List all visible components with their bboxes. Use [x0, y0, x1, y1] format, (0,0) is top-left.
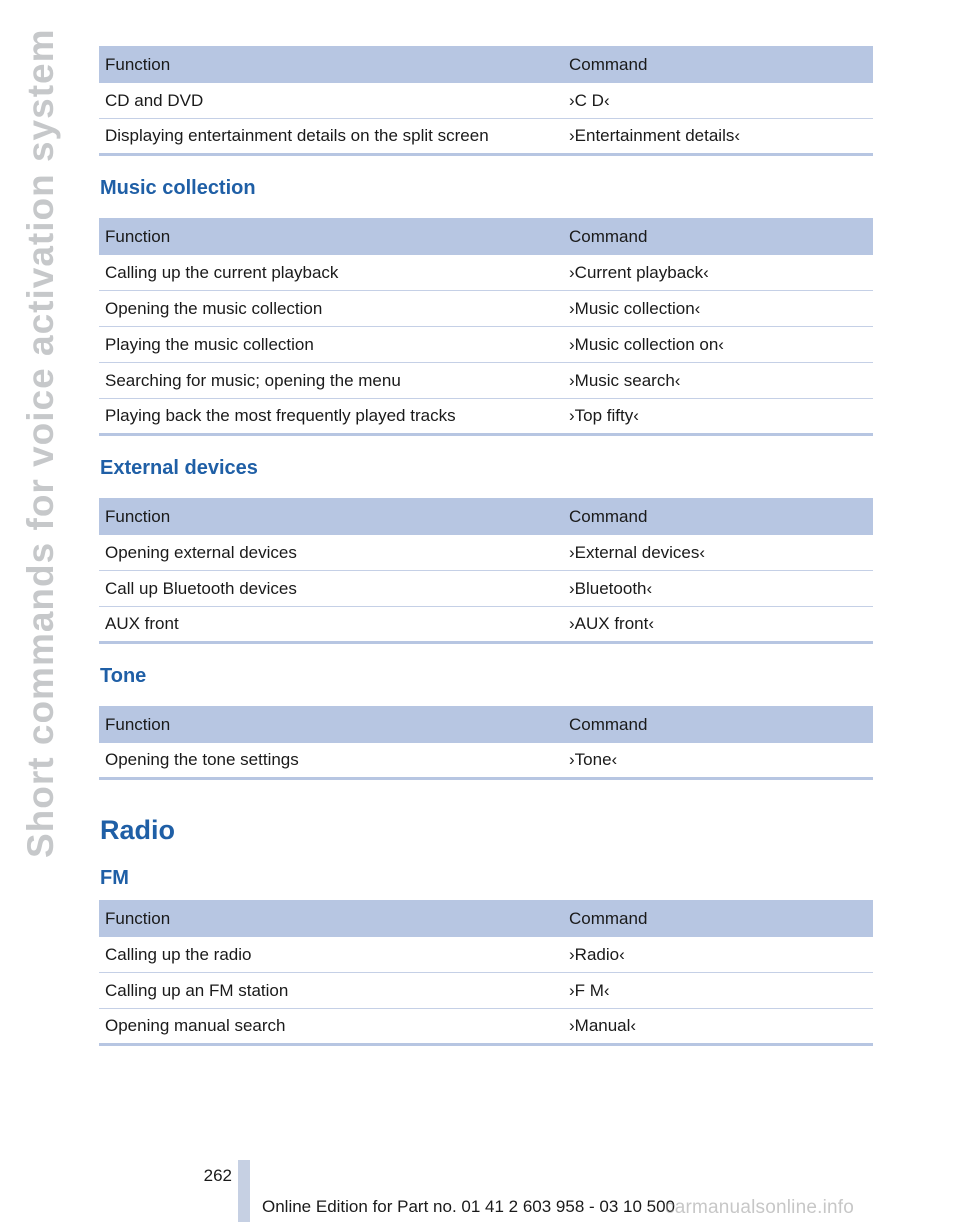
table-row	[99, 119, 873, 156]
table-row	[99, 255, 873, 291]
table-row	[99, 83, 873, 119]
table-external-devices	[99, 498, 873, 644]
table-row	[99, 327, 873, 363]
table-row	[99, 1009, 873, 1046]
command-cell: ›Music search‹	[569, 370, 681, 390]
function-cell: Playing back the most frequently played tracks	[105, 406, 456, 425]
header-function: Function	[105, 714, 171, 734]
command-cell: ›Manual‹	[569, 1016, 637, 1035]
side-section-title: Short commands for voice activation system	[20, 28, 61, 858]
command-cell: ›Tone‹	[569, 750, 618, 769]
table-cd-dvd	[99, 46, 873, 156]
header-function: Function	[105, 908, 171, 928]
header-command: Command	[569, 506, 648, 526]
section-heading-fm: FM	[100, 867, 129, 889]
function-cell: Playing the music collection	[105, 334, 314, 354]
table-row	[99, 743, 873, 780]
section-heading-radio: Radio	[100, 815, 176, 845]
table-header	[99, 218, 873, 255]
header-command: Command	[569, 714, 648, 734]
function-cell: Opening manual search	[105, 1016, 286, 1035]
function-cell: CD and DVD	[105, 90, 204, 110]
table-header	[99, 498, 873, 535]
header-function: Function	[105, 54, 171, 74]
table-row	[99, 363, 873, 399]
function-cell: AUX front	[105, 614, 179, 633]
table-row	[99, 607, 873, 644]
section-heading-tone: Tone	[100, 665, 147, 687]
command-cell: ›External devices‹	[569, 542, 706, 562]
table-header	[99, 706, 873, 743]
footer-divider-bar	[238, 1160, 250, 1222]
header-command: Command	[569, 54, 648, 74]
table-header	[99, 46, 873, 83]
table-row	[99, 973, 873, 1009]
function-cell: Calling up the radio	[105, 944, 252, 964]
table-row	[99, 399, 873, 436]
page-content	[99, 46, 873, 1046]
command-cell: ›F M‹	[569, 980, 610, 1000]
function-cell: Calling up an FM station	[105, 980, 289, 1000]
command-cell: ›Radio‹	[569, 944, 625, 964]
command-cell: ›Music collection‹	[569, 298, 701, 318]
table-music-collection	[99, 218, 873, 436]
command-cell: ›Music collection on‹	[569, 334, 724, 354]
table-tone	[99, 706, 873, 780]
command-cell: ›Entertainment details‹	[569, 126, 741, 145]
table-row	[99, 291, 873, 327]
command-cell: ›Top fifty‹	[569, 406, 639, 425]
section-heading-external-devices: External devices	[100, 457, 258, 479]
page-number: 262	[203, 1166, 232, 1185]
table-fm	[99, 900, 873, 1046]
command-cell: ›C D‹	[569, 90, 610, 110]
function-cell: Searching for music; opening the menu	[105, 370, 401, 390]
table-header	[99, 900, 873, 937]
header-command: Command	[569, 908, 648, 928]
function-cell: Displaying entertainment details on the split screen	[105, 126, 489, 145]
function-cell: Opening external devices	[105, 542, 297, 562]
function-cell: Call up Bluetooth devices	[105, 578, 297, 598]
table-row	[99, 535, 873, 571]
edition-text: Online Edition for Part no. 01 41 2 603 958 - 03 10 500	[262, 1197, 676, 1216]
table-row	[99, 571, 873, 607]
function-cell: Opening the music collection	[105, 298, 323, 318]
table-row	[99, 937, 873, 973]
command-cell: ›AUX front‹	[569, 614, 655, 633]
section-heading-music-collection: Music collection	[100, 177, 256, 199]
function-cell: Opening the tone settings	[105, 750, 299, 769]
header-command: Command	[569, 226, 648, 246]
header-function: Function	[105, 226, 171, 246]
watermark: carmanualsonline.info	[665, 1197, 855, 1218]
function-cell: Calling up the current playback	[105, 262, 339, 282]
command-cell: ›Current playback‹	[569, 262, 709, 282]
command-cell: ›Bluetooth‹	[569, 578, 653, 598]
header-function: Function	[105, 506, 171, 526]
